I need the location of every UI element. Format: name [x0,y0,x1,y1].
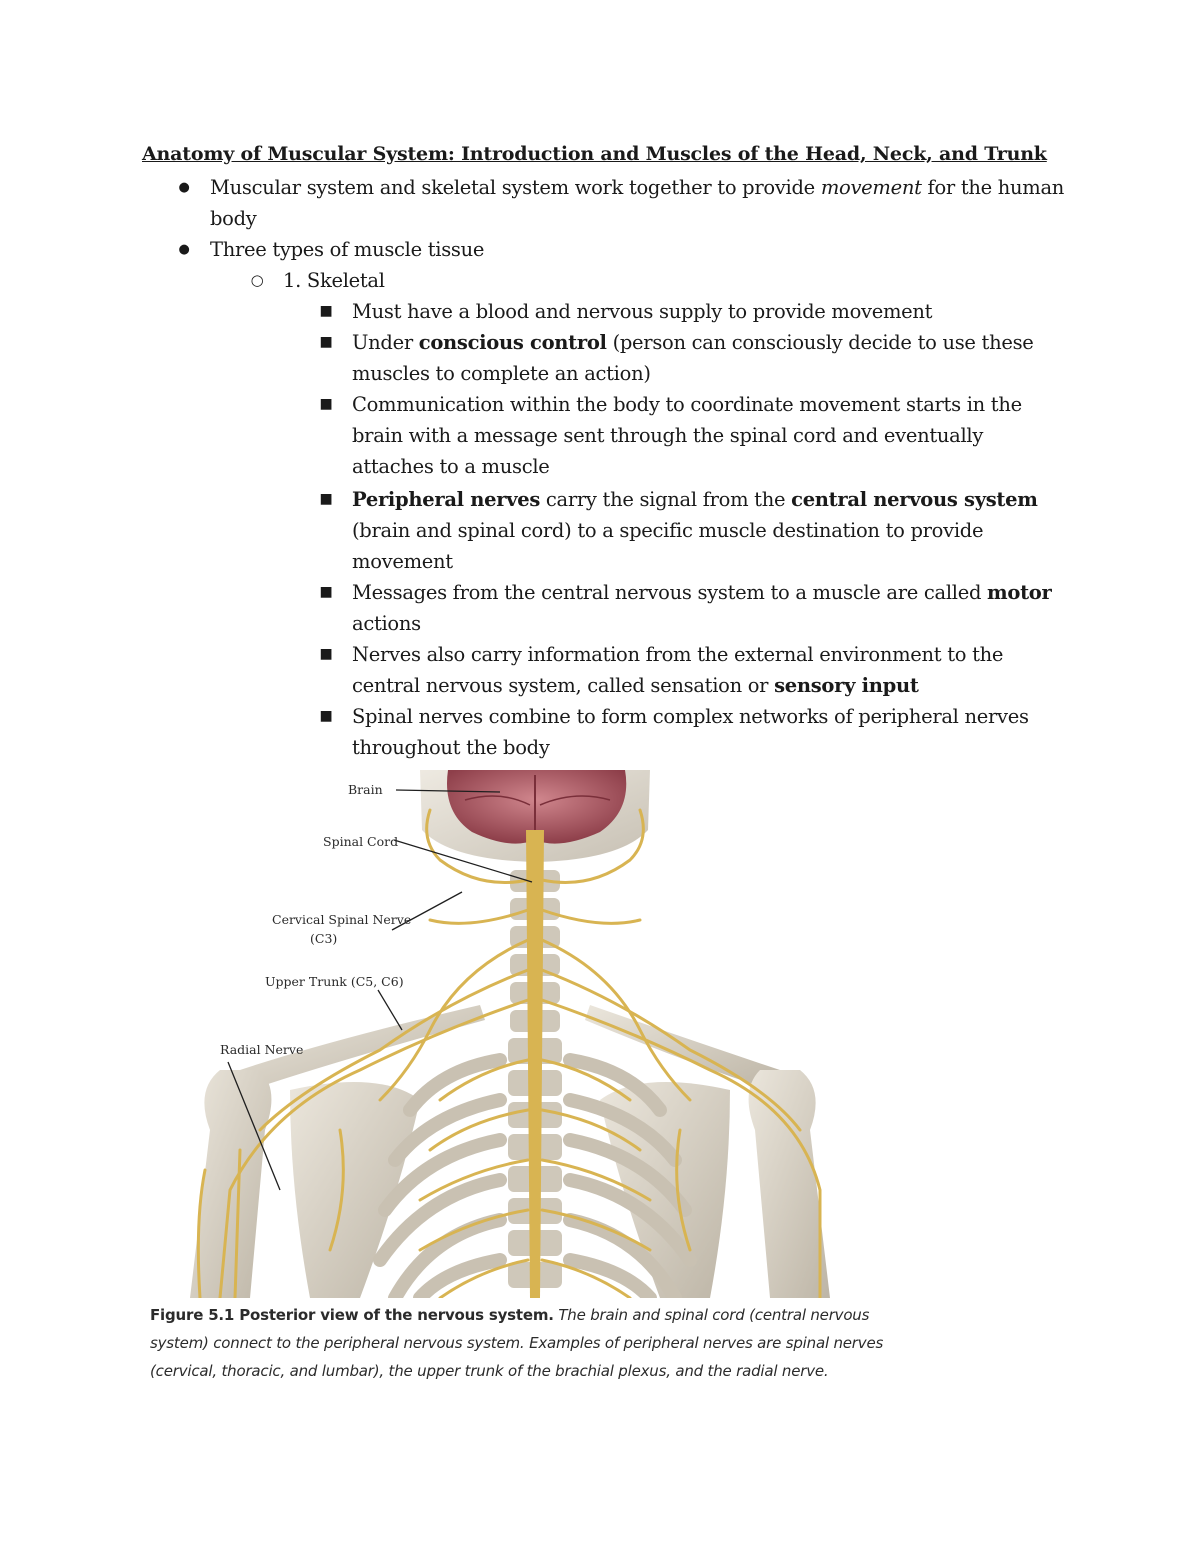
label-spinal-cord: Spinal Cord [323,834,399,849]
list-item: ■ Under conscious control (person can consciously decide to use these muscles to complete an action) [352,327,1062,389]
list-item: ■ Nerves also carry information from the external environment to the central nervous system, called sensation or sensory input [352,639,1062,701]
list-item: ■ Peripheral nerves carry the signal from the central nervous system (brain and spinal cord) to a specific muscle destination to provide movement [352,484,1062,577]
label-brain: Brain [348,782,383,797]
list-item: ■ Messages from the central nervous system to a muscle are called motor actions [352,577,1062,639]
bullet-square-icon: ■ [319,708,333,724]
bullet-dot-icon: ● [178,242,190,257]
bullet-square-icon: ■ [319,334,333,350]
nervous-system-illustration [180,770,840,1298]
spinal-cord-shape [526,830,544,1298]
label-cervical-c3: (C3) [310,931,338,946]
bullet-square-icon: ■ [319,396,333,412]
list-item: ■ Must have a blood and nervous supply to provide movement [352,296,1062,327]
nervous-system-figure [180,770,840,1298]
bullet-square-icon: ■ [319,491,333,507]
bullet-square-icon: ■ [319,584,333,600]
label-cervical-spinal-nerve: Cervical Spinal Nerve [272,912,412,927]
bullet-dot-icon: ● [178,180,190,195]
label-radial-nerve: Radial Nerve [220,1042,304,1057]
list-item: ■ Communication within the body to coordinate movement starts in the brain with a message sent through the spinal cord and eventually attaches to a muscle [352,389,1062,482]
label-upper-trunk: Upper Trunk (C5, C6) [265,974,404,989]
list-item: ■ Spinal nerves combine to form complex networks of peripheral nerves throughout the body [352,701,1062,763]
list-item: ● Three types of muscle tissue [210,234,1070,265]
list-item: ○ 1. Skeletal [283,265,1063,296]
bullet-circle-icon: ○ [250,271,264,289]
bullet-square-icon: ■ [319,303,333,319]
bullet-square-icon: ■ [319,646,333,662]
list-item: ● Muscular system and skeletal system work together to provide movement for the human body [210,172,1070,234]
page-title: Anatomy of Muscular System: Introduction and Muscles of the Head, Neck, and Trunk [142,143,1047,165]
figure-caption: Figure 5.1 Posterior view of the nervous system. The brain and spinal cord (central nervous system) connect to the peripheral nervous system. Examples of peripheral nerves are spinal nerves (cervical, thoracic, and lumbar), the upper trunk of the brachial plexus, and the radial nerve. [150,1306,884,1380]
